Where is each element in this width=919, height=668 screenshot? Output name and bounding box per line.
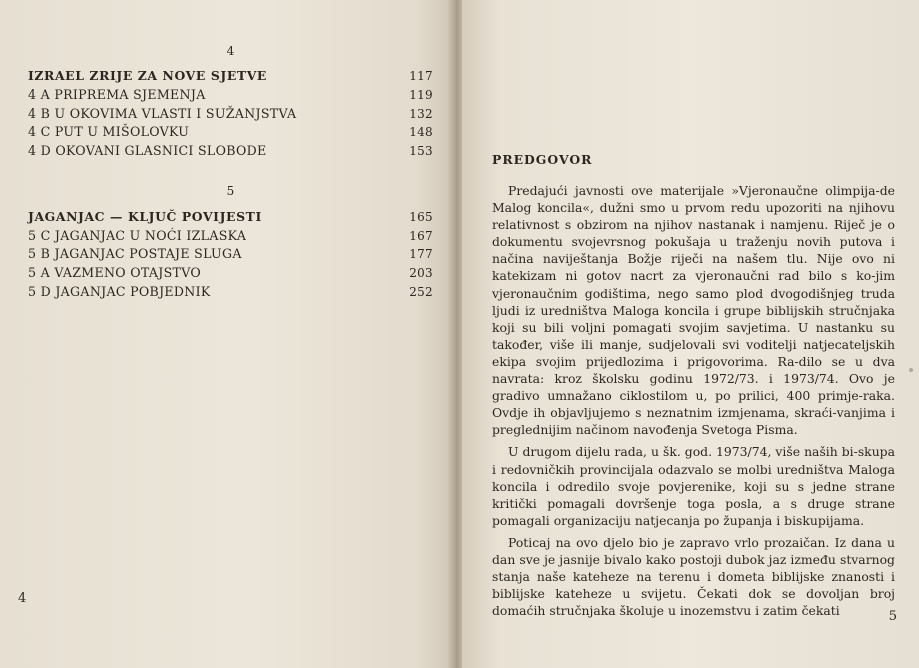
toc-entry-title: 4 D OKOVANI GLASNICI SLOBODE — [28, 143, 267, 158]
left-page — [0, 0, 454, 668]
body-text — [492, 182, 895, 624]
toc-entry-page: 132 — [409, 107, 433, 121]
toc-entry — [28, 68, 433, 85]
section-number: 5 — [226, 184, 235, 198]
toc-entry — [28, 143, 433, 160]
toc-entry — [28, 265, 433, 282]
toc-entry-title: 4 A PRIPREMA SJEMENJA — [28, 87, 206, 102]
paper-speck — [909, 368, 913, 372]
toc-entry — [28, 87, 433, 104]
toc-entry-page: 119 — [409, 88, 433, 102]
paragraph: Predajući javnosti ove materijale »Vjeronaučne olimpija-de Malog koncila«, dužni smo u prvom redu upozoriti na njihovu relativnost s obzirom na njihov nastanak i namjenu. Riječ je o dokumentu svojevrsnog pokušaja u traženju novih putova i načina naviještanja Božje riječi na našem tlu. Nije ovo ni katekizam ni gotov nacrt za vjeronaučni rad bilo s ko-jim vjeronaučnim godištima, nego samo plod dvogodišnjeg truda ljudi iz uredništva Maloga koncila i grupe biblijskih stručnjaka koji su bili voljni pomagati svojim savjetima. U nastanku su također, više ili manje, sudjelovali svi voditelji natjecateljskih ekipa svojim prijedlozima i prigovorima. Ra-dilo se u dva navrata: kroz školsku godinu 1972/73. i 1973/74. Ovo je gradivo umnažano ciklostilom u, po prilici, 400 primje-raka. Ovdje ih objavljujemo s neznatnim izmjenama, skraći-vanjima i preglednijim načinom navođenja Svetoga Pisma. — [492, 183, 895, 438]
page-title: PREDGOVOR — [492, 152, 593, 167]
toc-entry-title: JAGANJAC — KLJUČ POVIJESTI — [28, 209, 262, 224]
toc-entry-title: 5 A VAZMENO OTAJSTVO — [28, 265, 202, 280]
toc-entry-title: 5 C JAGANJAC U NOĆI IZLASKA — [28, 228, 247, 243]
section-number: 4 — [226, 44, 235, 58]
toc-entry — [28, 124, 433, 141]
toc-entry-title: 5 B JAGANJAC POSTAJE SLUGA — [28, 246, 242, 261]
toc-entry-title: 4 B U OKOVIMA VLASTI I SUŽANJSTVA — [28, 106, 297, 121]
page-number: 5 — [888, 609, 897, 624]
toc-entry-page: 153 — [409, 144, 433, 158]
toc-entry-page: 203 — [409, 266, 433, 280]
toc-entry — [28, 246, 433, 263]
toc-entry — [28, 209, 433, 226]
toc-entry-page: 252 — [409, 285, 433, 299]
toc-entry-title: 5 D JAGANJAC POBJEDNIK — [28, 284, 211, 299]
toc-entry-title: 4 C PUT U MIŠOLOVKU — [28, 124, 190, 139]
paragraph: Poticaj na ovo djelo bio je zapravo vrlo prozaičan. Iz dana u dan sve je jasnije bivalo kako postoji dubok jaz između stvarnog stanja naše kateheze na terenu i dometa biblijske znanosti i biblijske kateheze u svijetu. Čekati dok se dovoljan broj domaćih stručnjaka školuje u inozemstvu i zatim čekati — [492, 534, 895, 619]
toc-entry-title: IZRAEL ZRIJE ZA NOVE SJETVE — [28, 68, 267, 83]
toc-entry-page: 117 — [409, 69, 433, 83]
paragraph: U drugom dijelu rada, u šk. god. 1973/74, više naših bi-skupa i redovničkih provincijala odazvalo se molbi uredništva Maloga koncila i odredilo svoje povjerenike, koji su s jedne strane kritički pomagali dovršenje toga posla, a s druge strane pomagali organizaciju natjecanja po županja i biskupijama. — [492, 444, 895, 528]
page-number: 4 — [18, 591, 27, 606]
toc-entry — [28, 228, 433, 245]
toc-entry-page: 148 — [409, 125, 433, 139]
toc-entry-page: 165 — [409, 210, 433, 224]
toc-entry-page: 177 — [409, 247, 433, 261]
toc-entry — [28, 106, 433, 123]
toc-entry-page: 167 — [409, 229, 433, 243]
toc-entry — [28, 284, 433, 301]
right-page — [462, 0, 919, 668]
